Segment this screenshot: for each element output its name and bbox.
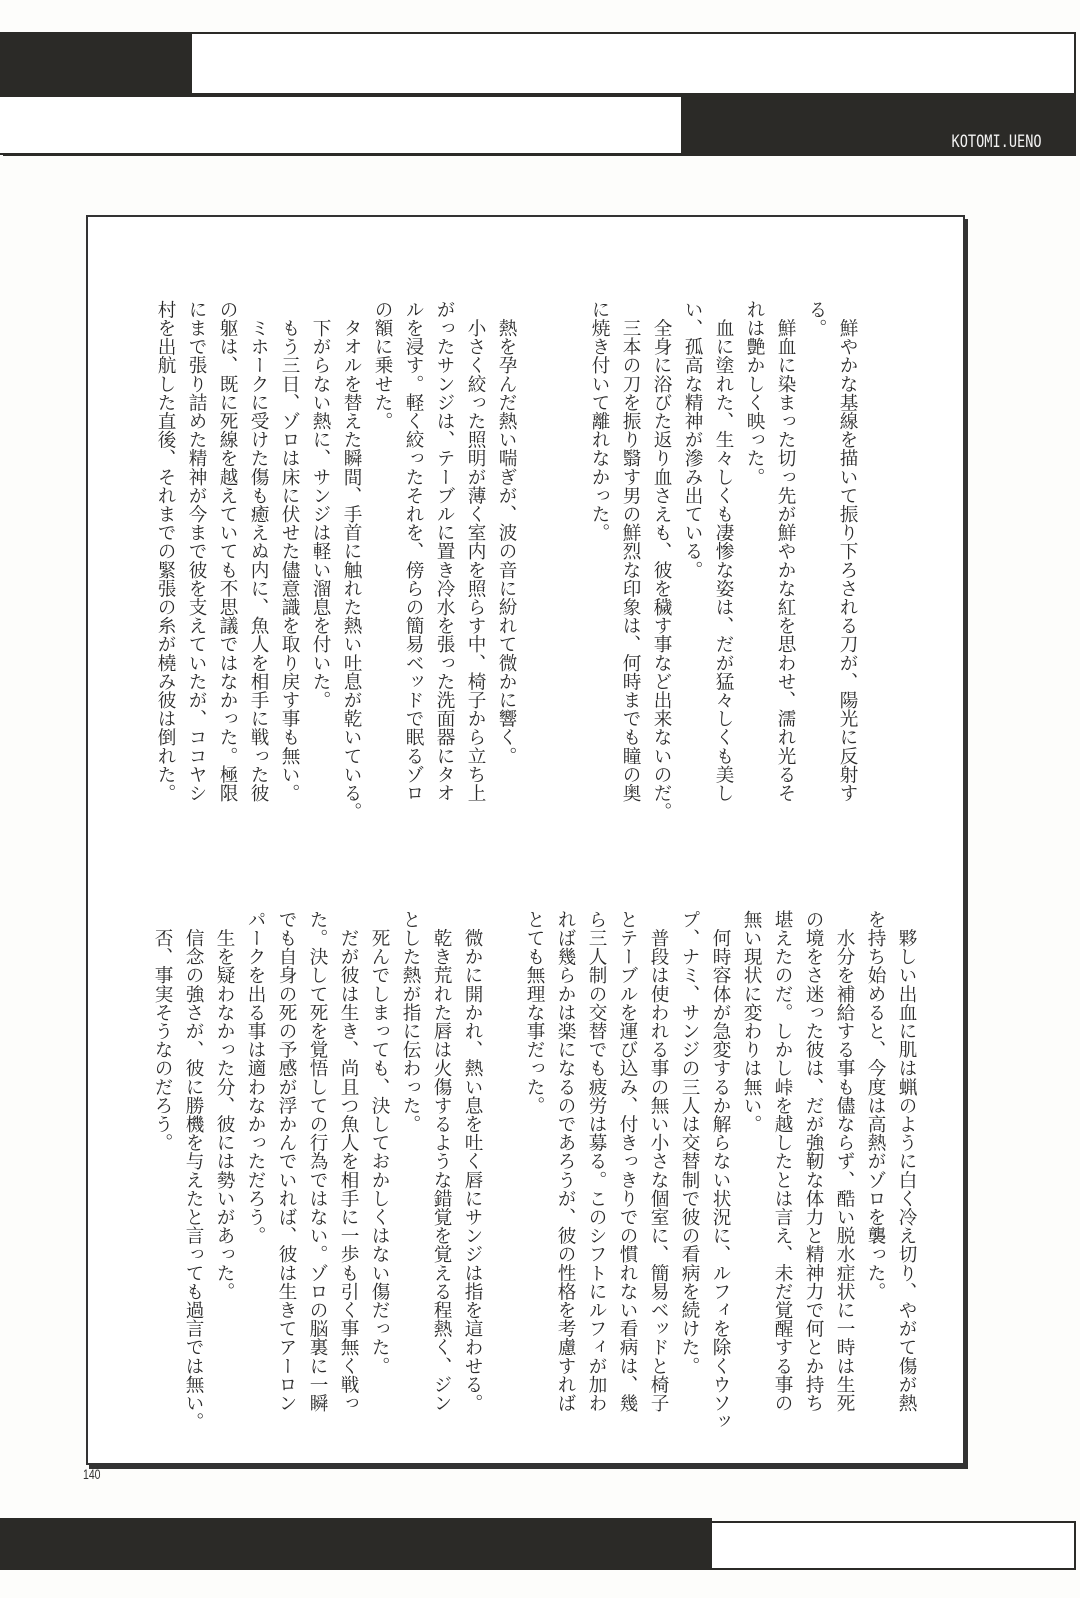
text-line: 死んでしまっても、決しておかしくはない傷だった。	[369, 910, 390, 1375]
text-line: る。	[806, 300, 827, 338]
text-line: に焼き付いて離れなかった。	[589, 300, 610, 542]
text-line: 全身に浴びた返り血さえも、彼を穢す事など出来ないのだ。	[651, 300, 672, 821]
text-line: だが彼は生き、尚且つ魚人を相手に一歩も引く事無く戦っ	[338, 910, 359, 1413]
text-line: 生を疑わなかった分、彼には勢いがあった。	[214, 910, 235, 1301]
text-line: れは艶かしく映った。	[744, 300, 765, 486]
text-line: い、孤高な精神が滲み出ている。	[682, 300, 703, 579]
header-title-box	[190, 32, 1076, 95]
text-line: を持ち始めると、今度は高熱がゾロを襲った。	[865, 910, 886, 1301]
text-line: 血に塗れた、生々しくも凄惨な姿は、だが猛々しくも美し	[713, 300, 734, 803]
text-line: 堪えたのだ。しかし峠を越したとは言え、未だ覚醒する事の	[772, 910, 793, 1413]
text-line: でも自身の死の予感が浮かんでいれば、彼は生きてアーロン	[276, 910, 297, 1413]
text-line: 夥しい出血に肌は蝋のように白く冷え切り、やがて傷が熱	[896, 910, 917, 1413]
page-number: 140	[83, 1466, 101, 1482]
text-line: れば幾らかは楽になるのであろうが、彼の性格を考慮すれば	[555, 910, 576, 1413]
text-line: の躯は、既に死線を越えていても不思議ではなかった。極限	[217, 300, 238, 803]
text-line: 鮮血に染まった切っ先が鮮やかな紅を思わせ、濡れ光るそ	[775, 300, 796, 803]
text-line: 小さく絞った照明が薄く室内を照らす中、椅子から立ち上	[465, 300, 486, 803]
text-line: 乾き荒れた唇は火傷するような錯覚を覚える程熱く、ジン	[431, 910, 452, 1413]
header-black-bar-left	[0, 32, 192, 96]
text-line: た。決して死を覚悟しての行為ではない。ゾロの脳裏に一瞬	[307, 910, 328, 1413]
text-line: の境をさ迷った彼は、だが強靭な体力と精神力で何とか持ち	[803, 910, 824, 1413]
text-line: とした熱が指に伝わった。	[400, 910, 421, 1134]
text-line: 信念の強さが、彼に勝機を与えたと言っても過言では無い。	[183, 910, 204, 1431]
text-line: 三本の刀を振り翳す男の鮮烈な印象は、何時までも瞳の奥	[620, 300, 641, 803]
text-line: 村を出航した直後、それまでの緊張の糸が橈み彼は倒れた。	[155, 300, 176, 803]
text-line: ミホークに受けた傷も癒えぬ内に、魚人を相手に戦った彼	[248, 300, 269, 803]
text-line: 水分を補給する事も儘ならず、酷い脱水症状に一時は生死	[834, 910, 855, 1413]
footer-box	[710, 1521, 1076, 1570]
text-line: タオルを替えた瞬間、手首に触れた熱い吐息が乾いている。	[341, 300, 362, 821]
text-line: の額に乗せた。	[372, 300, 393, 431]
author-name: KOTOMI.UENO	[951, 132, 1042, 152]
text-line: 否、事実そうなのだろう。	[152, 910, 173, 1152]
text-line: プ、ナミ、サンジの三人は交替制で彼の看病を続けた。	[679, 910, 700, 1375]
text-line: 鮮やかな基線を描いて振り下ろされる刀が、陽光に反射す	[837, 300, 858, 803]
text-line: とテーブルを運び込み、付きっきりでの慣れない看病は、幾	[617, 910, 638, 1413]
text-line: とても無理な事だった。	[524, 910, 545, 1115]
text-line: 普段は使われる事の無い小さな個室に、簡易ベッドと椅子	[648, 910, 669, 1413]
text-line: 下がらない熱に、サンジは軽い溜息を付いた。	[310, 300, 331, 710]
footer-black-bar	[0, 1518, 712, 1570]
text-line: ら三人制の交替でも疲労は募る。このシフトにルフィが加わ	[586, 910, 607, 1413]
text-line: パークを出る事は適わなかっただろう。	[245, 910, 266, 1245]
header-rule	[3, 154, 1076, 156]
text-line: 無い現状に変わりは無い。	[741, 910, 762, 1134]
text-line: 熱を孕んだ熱い喘ぎが、波の音に紛れて微かに響く。	[496, 300, 517, 765]
text-line: 微かに開かれ、熱い息を吐く唇にサンジは指を這わせる。	[462, 910, 483, 1413]
text-line: ルを浸す。軽く絞ったそれを、傍らの簡易ベッドで眠るゾロ	[403, 300, 424, 803]
text-line: にまで張り詰めた精神が今まで彼を支えていたが、ココヤシ	[186, 300, 207, 803]
text-line: 何時容体が急変するか解らない状況に、ルフィを除くウソッ	[710, 910, 731, 1431]
text-line: がったサンジは、テーブルに置き冷水を張った洗面器にタオ	[434, 300, 455, 803]
text-line: もう三日、ゾロは床に伏せた儘意識を取り戻す事も無い。	[279, 300, 300, 803]
header-subtitle-box	[0, 95, 683, 155]
